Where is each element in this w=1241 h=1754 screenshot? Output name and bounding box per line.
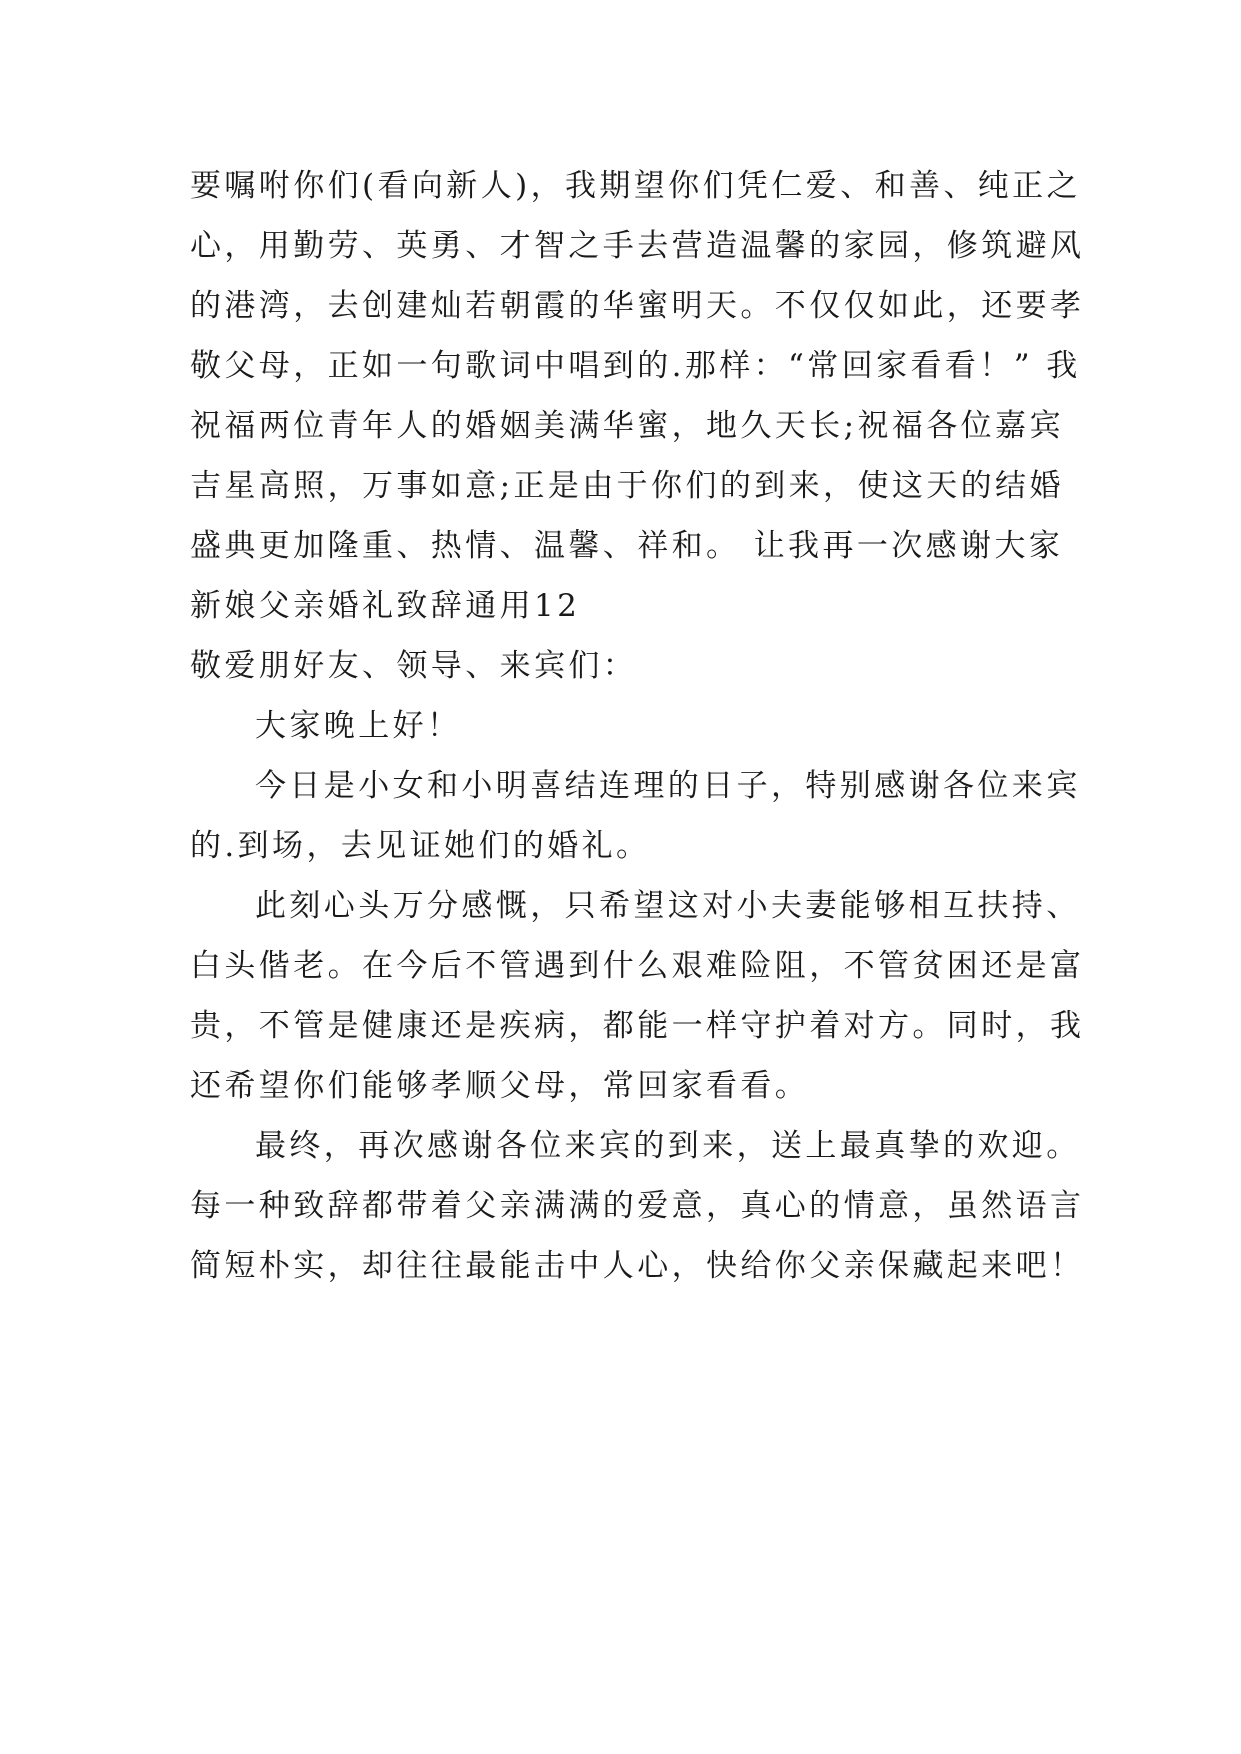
paragraph-line: 的港湾，去创建灿若朝霞的华蜜明天。不仅仅如此，还要孝 [190, 288, 1085, 324]
paragraph-line: 还希望你们能够孝顺父母，常回家看看。 [190, 1068, 810, 1104]
paragraph-line: 盛典更加隆重、热情、温馨、祥和。 让我再一次感谢大家 [190, 528, 1064, 564]
paragraph-line: 心，用勤劳、英勇、才智之手去营造温馨的家园，修筑避风 [190, 228, 1085, 264]
paragraph-line: 白头偕老。在今后不管遇到什么艰难险阻，不管贫困还是富 [190, 948, 1085, 984]
paragraph-line: 吉星高照，万事如意;正是由于你们的到来，使这天的结婚 [190, 468, 1064, 504]
greeting: 大家晚上好！ [255, 708, 462, 744]
paragraph-line: 每一种致辞都带着父亲满满的爱意，真心的情意，虽然语言 [190, 1188, 1085, 1224]
paragraph-line: 的.到场，去见证她们的婚礼。 [190, 828, 651, 864]
paragraph-line: 敬父母，正如一句歌词中唱到的.那样：“常回家看看！” 我 [190, 348, 1081, 384]
paragraph-line: 今日是小女和小明喜结连理的日子，特别感谢各位来宾 [255, 768, 1081, 804]
paragraph-line: 要嘱咐你们(看向新人)，我期望你们凭仁爱、和善、纯正之 [190, 168, 1081, 204]
paragraph-line: 祝福两位青年人的婚姻美满华蜜，地久天长;祝福各位嘉宾 [190, 408, 1064, 444]
section-heading: 新娘父亲婚礼致辞通用12 [190, 588, 581, 624]
paragraph-line: 此刻心头万分感慨，只希望这对小夫妻能够相互扶持、 [255, 888, 1081, 924]
salutation: 敬爱朋好友、领导、来宾们： [190, 648, 638, 684]
paragraph-line: 贵，不管是健康还是疾病，都能一样守护着对方。同时，我 [190, 1008, 1085, 1044]
paragraph-line: 最终，再次感谢各位来宾的到来，送上最真挚的欢迎。 [255, 1128, 1081, 1164]
paragraph-line: 简短朴实，却往往最能击中人心，快给你父亲保藏起来吧！ [190, 1248, 1085, 1284]
